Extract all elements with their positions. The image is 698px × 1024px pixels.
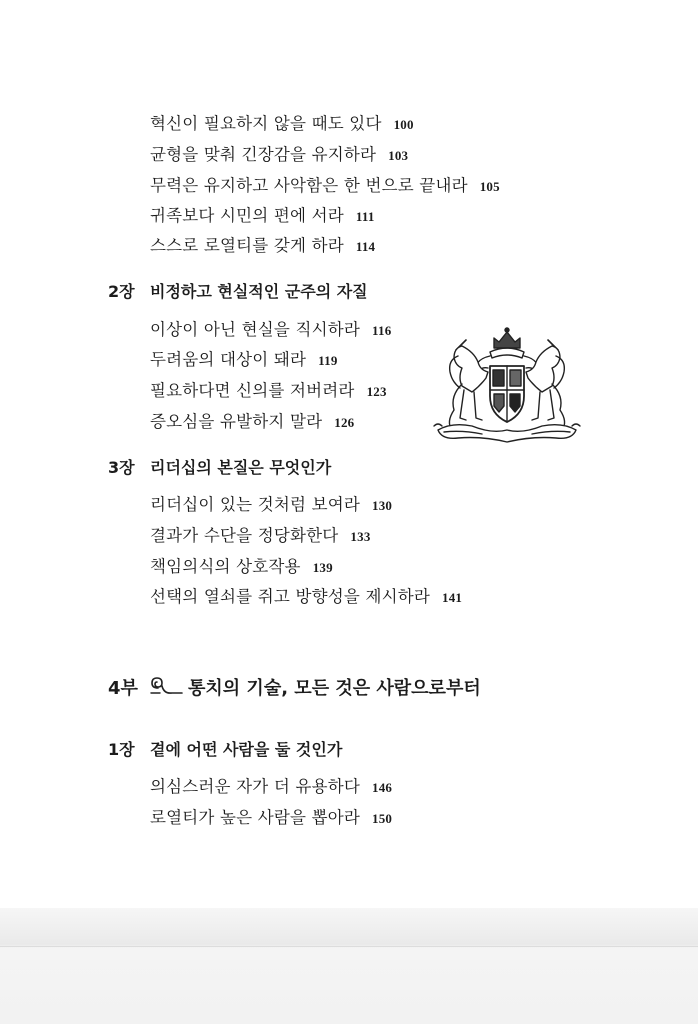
- toc-entry: [150, 583, 462, 607]
- entry-title: 이상이 아닌 현실을 직시하라: [150, 320, 361, 339]
- entry-title: 귀족보다 시민의 편에 서라: [150, 206, 344, 225]
- toc-entry: [150, 346, 338, 370]
- entry-title: 리더십이 있는 것처럼 보여라: [150, 495, 361, 514]
- entry-page: 103: [388, 148, 409, 163]
- toc-entry: [150, 773, 392, 797]
- toc-entry: [150, 232, 375, 256]
- entry-page: 150: [372, 811, 393, 826]
- toc-entry: [150, 141, 408, 165]
- toc-entry: [150, 316, 391, 340]
- chapter-number: 3장: [108, 458, 135, 477]
- entry-page: 105: [479, 179, 500, 194]
- entry-title: 필요하다면 신의를 저버려라: [150, 381, 355, 400]
- entry-title: 균형을 맞춰 긴장감을 유지하라: [150, 145, 377, 164]
- entry-title: 무력은 유지하고 사악함은 한 번으로 끝내라: [150, 176, 468, 195]
- chapter-number: 2장: [108, 282, 135, 301]
- entry-title: 증오심을 유발하지 말라: [150, 412, 323, 431]
- entry-page: 116: [372, 323, 392, 338]
- part-heading: [108, 674, 481, 700]
- heraldic-coat-of-arms-icon: [432, 326, 582, 448]
- entry-page: 130: [372, 498, 393, 513]
- chapter-title: 곁에 어떤 사람을 둘 것인가: [150, 740, 343, 759]
- entry-title: 스스로 로열티를 갖게 하라: [150, 236, 344, 255]
- toc-entry: [150, 172, 500, 196]
- entry-title: 혁신이 필요하지 않을 때도 있다: [150, 114, 382, 133]
- entry-page: 126: [334, 415, 355, 430]
- chapter-number: 1장: [108, 740, 135, 759]
- entry-title: 로열티가 높은 사람을 뽑아라: [150, 808, 361, 827]
- toc-entry: [150, 110, 414, 134]
- chapter-heading: [108, 737, 342, 760]
- toc-entry: [150, 408, 354, 432]
- entry-title: 선택의 열쇠를 쥐고 방향성을 제시하라: [150, 587, 431, 606]
- swirl-ornament-icon: [148, 676, 184, 698]
- entry-page: 141: [442, 590, 463, 605]
- divider: [0, 946, 698, 947]
- entry-title: 결과가 수단을 정당화한다: [150, 526, 339, 545]
- toc-entry: [150, 491, 392, 515]
- entry-page: 100: [393, 117, 414, 132]
- entry-page: 139: [312, 560, 333, 575]
- page-bottom-band: [0, 908, 698, 1024]
- entry-page: 123: [366, 384, 387, 399]
- entry-title: 두려움의 대상이 돼라: [150, 350, 307, 369]
- toc-entry: [150, 522, 371, 546]
- chapter-title: 리더십의 본질은 무엇인가: [150, 458, 332, 477]
- part-number: 4부: [108, 678, 138, 699]
- entry-title: 책임의식의 상호작용: [150, 557, 301, 576]
- entry-page: 133: [350, 529, 371, 544]
- entry-page: 111: [355, 209, 375, 224]
- toc-entry: [150, 804, 392, 828]
- part-title: 통치의 기술, 모든 것은 사람으로부터: [188, 678, 481, 699]
- toc-entry: [150, 553, 333, 577]
- entry-page: 119: [318, 353, 338, 368]
- toc-entry: [150, 377, 387, 401]
- toc-entry: [150, 202, 375, 226]
- entry-title: 의심스러운 자가 더 유용하다: [150, 777, 361, 796]
- chapter-heading: [108, 455, 331, 478]
- entry-page: 146: [372, 780, 393, 795]
- entry-page: 114: [355, 239, 376, 254]
- chapter-heading: [108, 279, 368, 302]
- chapter-title: 비정하고 현실적인 군주의 자질: [150, 282, 368, 301]
